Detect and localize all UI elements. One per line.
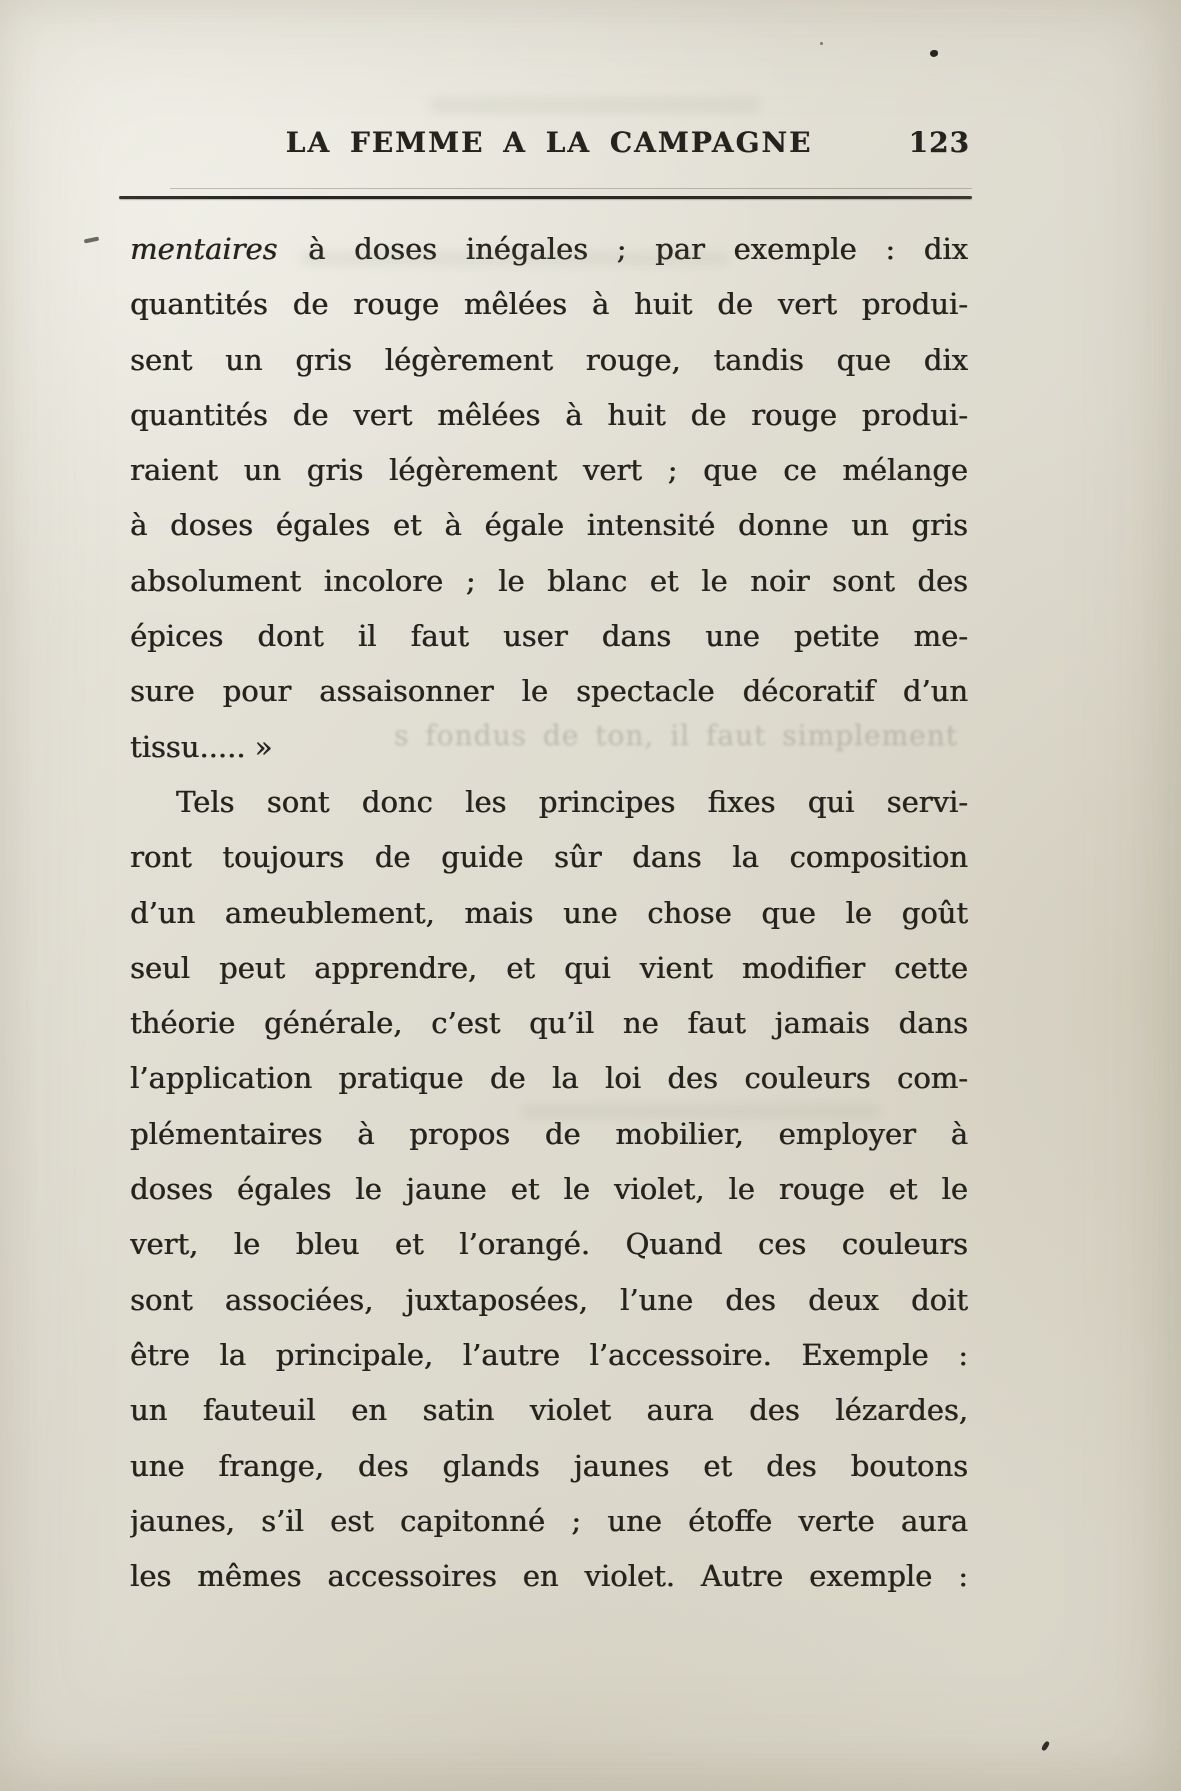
- text-line: [130, 1439, 968, 1494]
- text-line: [130, 1273, 968, 1328]
- text-segment: les mêmes accessoires en violet. Autre exemple :: [130, 1559, 968, 1594]
- text-segment: théorie générale, c’est qu’il ne faut jamais dans: [130, 1006, 968, 1041]
- text-line: [130, 1494, 968, 1549]
- text-segment: vert, le bleu et l’orangé. Quand ces couleurs: [130, 1227, 968, 1262]
- text-segment: sent un gris légèrement rouge, tandis que dix: [130, 342, 968, 377]
- text-segment: d’un ameublement, mais une chose que le goût: [130, 895, 968, 930]
- text-segment: plémentaires à propos de mobilier, employer à: [130, 1116, 968, 1151]
- text-segment: une frange, des glands jaunes et des boutons: [130, 1448, 968, 1483]
- text-line: [130, 388, 968, 443]
- text-segment: l’application pratique de la loi des couleurs com-: [130, 1061, 968, 1096]
- ink-speck: [820, 42, 823, 45]
- text-segment: doses égales le jaune et le violet, le rouge et le: [130, 1172, 968, 1207]
- text-line: [130, 664, 968, 719]
- text-line: [130, 1051, 968, 1106]
- text-segment: seul peut apprendre, et qui vient modifier cette: [130, 950, 968, 985]
- text-segment: à doses égales et à égale intensité donne un gris: [130, 508, 968, 543]
- text-line: [130, 1383, 968, 1438]
- text-segment: quantités de rouge mêlées à huit de vert produi-: [130, 287, 968, 322]
- text-segment: être la principale, l’autre l’accessoire. Exemple :: [130, 1337, 968, 1372]
- text-line: [130, 1549, 968, 1604]
- text-line: [130, 277, 968, 332]
- text-line: [130, 554, 968, 609]
- text-segment: sure pour assaisonner le spectacle décoratif d’un: [130, 674, 968, 709]
- text-line: [130, 1328, 968, 1383]
- text-segment: absolument incolore ; le blanc et le noir sont des: [130, 563, 968, 598]
- text-line: [130, 1217, 968, 1272]
- ink-speck: [84, 236, 100, 243]
- text-segment: un fauteuil en satin violet aura des lézardes,: [130, 1393, 968, 1428]
- running-title: LA FEMME A LA CAMPAGNE: [285, 126, 813, 159]
- text-line: [130, 333, 968, 388]
- text-segment: ront toujours de guide sûr dans la composition: [130, 840, 968, 875]
- text-segment: quantités de vert mêlées à huit de rouge produi-: [130, 397, 968, 432]
- page-header: [130, 122, 968, 164]
- text-line: [130, 498, 968, 553]
- paragraph-2: [130, 775, 968, 1604]
- text-line: [130, 1162, 968, 1217]
- text-segment: épices dont il faut user dans une petite me-: [130, 619, 968, 654]
- text-line: [130, 1107, 968, 1162]
- show-through-ghost-text: s fondus de ton, il faut simplement: [394, 719, 958, 752]
- header-rule: [119, 196, 972, 199]
- page-number: 123: [908, 126, 970, 159]
- italic-text-segment: mentaires: [130, 232, 278, 266]
- text-line: [130, 609, 968, 664]
- text-line: [130, 996, 968, 1051]
- text-line: [130, 886, 968, 941]
- text-segment: à doses inégales ; par exemple : dix: [279, 232, 968, 266]
- text-segment: jaunes, s’il est capitonné ; une étoffe verte aura: [130, 1503, 968, 1538]
- text-line: [130, 775, 968, 830]
- show-through-smudge: [430, 98, 760, 112]
- text-line: [130, 941, 968, 996]
- text-segment: tissu..... »: [130, 729, 273, 764]
- text-line: [130, 720, 968, 775]
- text-line: [130, 443, 968, 498]
- text-line: [130, 222, 968, 277]
- text-segment: Tels sont donc les principes fixes qui servi-: [176, 784, 968, 819]
- ink-speck: [930, 50, 938, 57]
- body-text: [130, 222, 968, 1604]
- paragraph-1: [130, 222, 968, 775]
- text-segment: sont associées, juxtaposées, l’une des deux doit: [130, 1282, 968, 1317]
- text-segment: raient un gris légèrement vert ; que ce mélange: [130, 453, 968, 488]
- text-line: [130, 830, 968, 885]
- ink-speck: [1041, 1740, 1051, 1751]
